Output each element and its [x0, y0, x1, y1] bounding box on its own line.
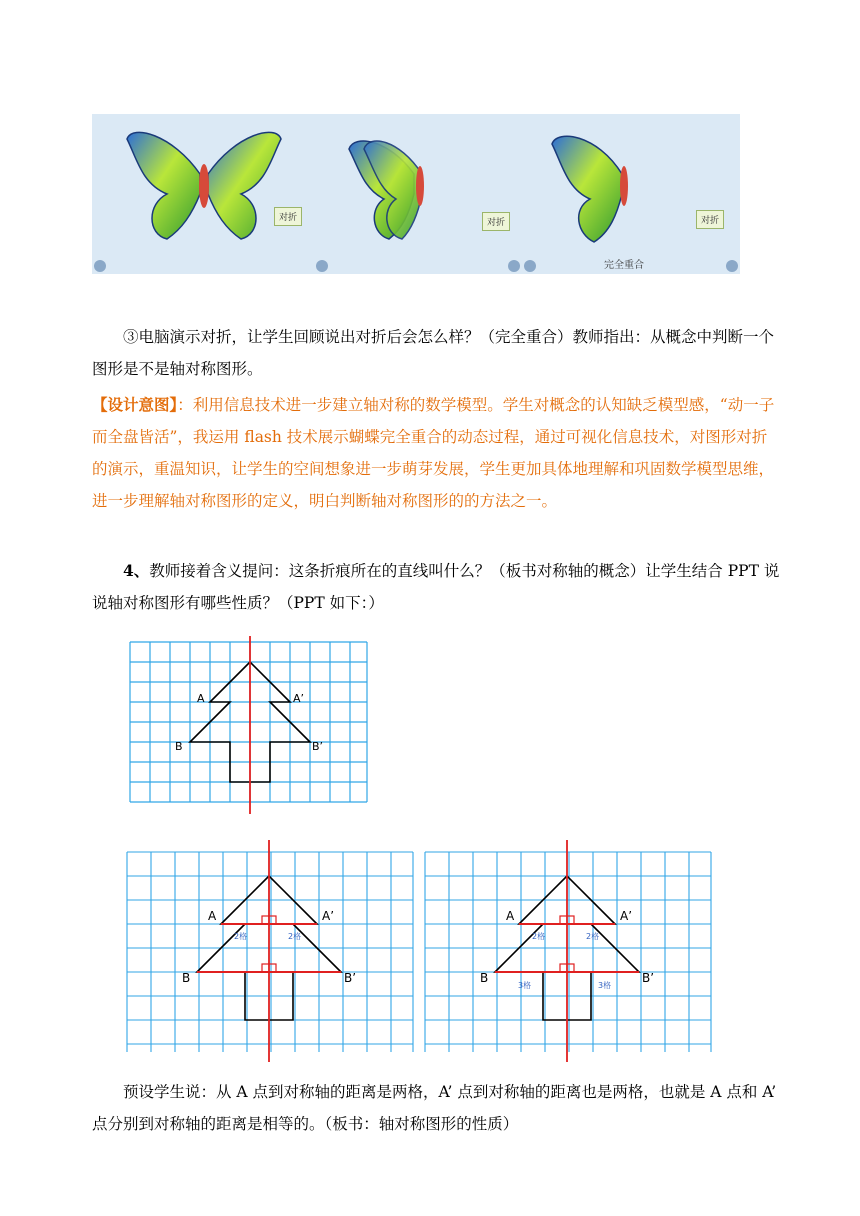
distance-label-right-b: 3格	[598, 981, 612, 990]
tree-grid-diagram-bottom-left	[122, 836, 418, 1064]
paragraph-design-intent	[92, 389, 782, 517]
design-intent-label: 【设计意图】	[92, 395, 178, 414]
label-a-prime: A’	[620, 909, 633, 923]
fold-button[interactable]: 对折	[274, 207, 302, 226]
butterfly-panel-2	[314, 114, 522, 274]
distance-label-right: 2格	[288, 932, 302, 941]
design-intent-body: ：利用信息技术进一步建立轴对称的数学模型。学生对概念的认知缺乏模型感，“动一子而全盘皆活”，我运用 flash 技术展示蝴蝶完全重合的动态过程，通过可视化信息技术，对图形对折的演示，重温知识，让学生的空间想象进一步萌芽发展，学生更加具体地理解和巩固数学模型思维，进一步理解轴对称图形的定义，明白判断轴对称图形的的方法之一。	[92, 396, 775, 510]
distance-label-left: 2格	[532, 932, 546, 941]
next-nav-icon[interactable]	[508, 260, 520, 272]
label-a: A	[506, 909, 515, 923]
distance-label-left: 2格	[234, 932, 248, 941]
label-b-prime: B’	[312, 740, 324, 753]
prev-nav-icon[interactable]	[94, 260, 106, 272]
fold-button[interactable]: 对折	[696, 210, 724, 229]
paragraph-question	[92, 555, 782, 619]
paragraph-demo: ③电脑演示对折，让学生回顾说出对折后会怎么样？（完全重合）教师指出：从概念中判断一个图形是不是轴对称图形。	[92, 328, 775, 378]
question-body: 教师接着含义提问：这条折痕所在的直线叫什么？（板书对称轴的概念）让学生结合 PPT 说说轴对称图形有哪些性质？（PPT 如下：）	[92, 562, 780, 612]
overlap-caption: 完全重合	[604, 260, 644, 271]
prev-nav-icon[interactable]	[524, 260, 536, 272]
label-b-prime: B’	[344, 971, 357, 985]
label-b: B	[175, 740, 183, 753]
butterfly-folded-image	[522, 114, 740, 274]
butterfly-open-image	[92, 114, 314, 274]
distance-label-left-b: 3格	[518, 981, 532, 990]
paragraph-student-answer: 预设学生说：从 A 点到对称轴的距离是两格，A’ 点到对称轴的距离也是两格，也就是 A 点和 A’ 点分别到对称轴的距离是相等的。（板书：轴对称图形的性质）	[92, 1083, 777, 1133]
label-b-prime: B’	[642, 971, 655, 985]
tree-grid-diagram-bottom-right	[420, 836, 716, 1064]
label-a: A	[197, 692, 205, 705]
label-b: B	[480, 971, 489, 985]
fold-button[interactable]: 对折	[482, 212, 510, 231]
question-number: 4、	[123, 561, 150, 580]
label-b: B	[182, 971, 191, 985]
label-a-prime: A’	[293, 692, 305, 705]
butterfly-folding-image	[314, 114, 522, 274]
next-nav-icon[interactable]	[726, 260, 738, 272]
prev-nav-icon[interactable]	[316, 260, 328, 272]
label-a-prime: A’	[322, 909, 335, 923]
label-a: A	[208, 909, 217, 923]
butterfly-panel-1	[92, 114, 314, 274]
tree-grid-diagram-top	[125, 636, 375, 816]
butterfly-panel-3	[522, 114, 740, 274]
distance-label-right: 2格	[586, 932, 600, 941]
